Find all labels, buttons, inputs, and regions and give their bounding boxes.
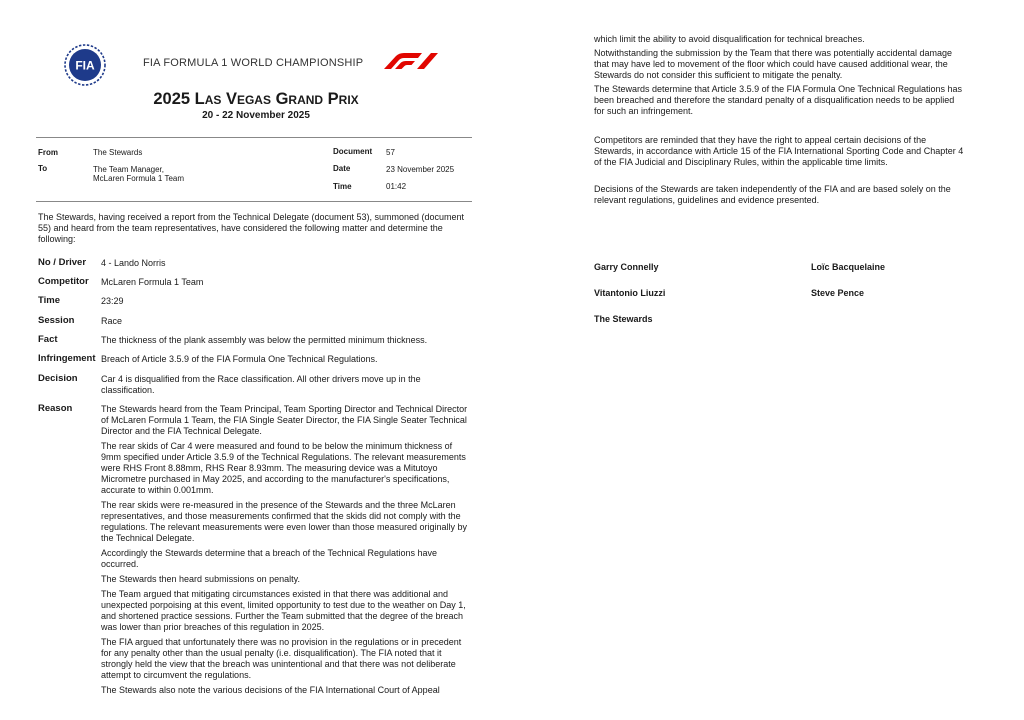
document-label: Document (333, 147, 373, 156)
f1-logo (382, 52, 440, 70)
incident-time-label: Time (38, 295, 61, 306)
date-value: 23 November 2025 (386, 165, 455, 174)
infringement-value: Breach of Article 3.5.9 of the FIA Formula One Technical Regulations. (101, 354, 378, 364)
reason-paragraph: The Team argued that mitigating circumstances existed in that there was additional and unexpected porpoising at this event, limited opportunity to test due to the weather on Day 1, and shortened practice sessions. Further the Team submitted that the degree of the breach was lower than prior breaches of this regulation in 2025. (101, 589, 466, 632)
continuation-block (594, 34, 966, 120)
meta-bottom-divider (36, 201, 472, 202)
decision-value: Car 4 is disqualified from the Race classification. All other drivers move up in the classification. (101, 374, 421, 395)
fact-value: The thickness of the plank assembly was below the permitted minimum thickness. (101, 335, 428, 345)
reason-label: Reason (38, 403, 73, 414)
driver-label: No / Driver (38, 257, 87, 268)
steward-name: Vitantonio Liuzzi (594, 288, 666, 298)
intro-paragraph: The Stewards, having received a report from the Technical Delegate (document 53), summoned (document 55) and heard from the team representatives, have considered the following matter and determine the following: (38, 212, 465, 244)
competitor-label: Competitor (38, 276, 89, 287)
reason-paragraph: The rear skids of Car 4 were measured and found to be below the minimum thickness of 9mm specified under Article 3.5.9 of the Technical Regulations. The relevant measurements were RHS Front 8.88mm, RHS Rear 8.93mm. The measuring device was a Mitutoyo Micrometre purchased in May 2025, and according to the manufacturer's specifications, accurate to within 0.001mm. (101, 441, 466, 495)
continuation-paragraph: Notwithstanding the submission by the Team that there was potentially accidental damage that may have led to movement of the floor which could have caused additional wear, the Stewards do not consider this sufficient to mitigate the penalty. (594, 48, 953, 80)
decision-label: Decision (38, 373, 78, 384)
from-value: The Stewards (93, 148, 143, 157)
competitor-value: McLaren Formula 1 Team (101, 277, 204, 287)
driver-value: 4 - Lando Norris (101, 258, 166, 268)
fia-logo (64, 44, 106, 86)
fact-label: Fact (38, 334, 58, 345)
time-label: Time (333, 182, 352, 191)
steward-name: Loïc Bacquelaine (811, 262, 886, 272)
to-label: To (38, 164, 48, 173)
date-label: Date (333, 164, 351, 173)
session-value: Race (101, 316, 123, 326)
reason-paragraph: The Stewards then heard submissions on penalty. (101, 574, 300, 584)
meta-top-divider (36, 137, 472, 138)
event-title: 2025 Las Vegas Grand Prix (153, 90, 359, 108)
document-value: 57 (386, 148, 395, 157)
reason-paragraph: The Stewards heard from the Team Principal, Team Sporting Director and Technical Director of McLaren Formula 1 Team, the FIA Single Seater Director, the FIA Single Seater Technical Director and the FIA Technical Delegate. (101, 404, 468, 436)
independence-notice: Decisions of the Stewards are taken independently of the FIA and are based solely on the relevant regulations, guidelines and evidence presented. (594, 184, 951, 205)
continuation-paragraph: which limit the ability to avoid disqualification for technical breaches. (594, 34, 865, 44)
continuation-paragraph: The Stewards determine that Article 3.5.9 of the FIA Formula One Technical Regulations has been breached and therefore the standard penalty of a disqualification needs to be applied for such an infringement. (594, 84, 963, 116)
session-label: Session (38, 315, 75, 326)
infringement-label: Infringement (38, 353, 96, 364)
event-dates: 20 - 22 November 2025 (202, 110, 310, 121)
to-value-line2: McLaren Formula 1 Team (93, 174, 184, 183)
fia-logo-text: FIA (75, 58, 95, 73)
championship-title: FIA FORMULA 1 WORLD CHAMPIONSHIP (143, 57, 364, 69)
reason-body (101, 404, 473, 700)
steward-name: Garry Connelly (594, 262, 659, 272)
reason-paragraph: The Stewards also note the various decisions of the FIA International Court of Appeal (101, 685, 440, 695)
time-value: 01:42 (386, 182, 407, 191)
incident-time-value: 23:29 (101, 296, 124, 306)
stewards-signoff: The Stewards (594, 314, 653, 324)
from-label: From (38, 148, 58, 157)
reason-paragraph: The rear skids were re-measured in the presence of the Stewards and the three McLaren representatives, and those measurements confirmed that the skids did not comply with the regulations. The relevant measurements were even lower than those measured originally by the Technical Delegate. (101, 500, 468, 543)
appeal-notice: Competitors are reminded that they have the right to appeal certain decisions of the Stewards, in accordance with Article 15 of the FIA International Sporting Code and Chapter 4 of the FIA Judicial and Disciplinary Rules, within the applicable time limits. (594, 135, 964, 167)
reason-paragraph: Accordingly the Stewards determine that a breach of the Technical Regulations have occurred. (101, 548, 438, 569)
reason-paragraph: The FIA argued that unfortunately there was no provision in the regulations or in precedent for any penalty other than the usual penalty (i.e. disqualification). The FIA noted that it strongly held the view that the breach was unintentional and that there was not deliberate attempt to circumvent the regulations. (101, 637, 462, 680)
steward-name: Steve Pence (811, 288, 865, 298)
to-value-line1: The Team Manager, (93, 165, 165, 174)
